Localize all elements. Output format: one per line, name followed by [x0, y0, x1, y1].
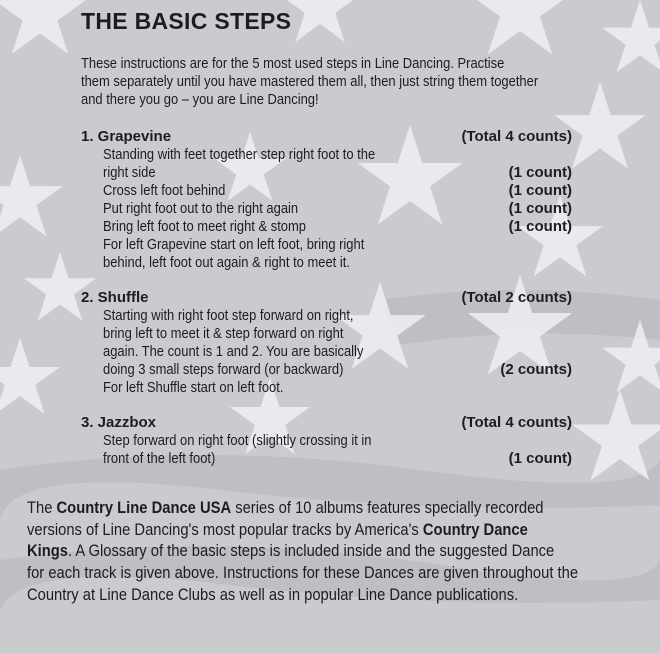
- step-line: For left Grapevine start on left foot, bring right: [103, 237, 365, 253]
- footer-line: for each track is given above. Instructions for these Dances are given throughout the: [27, 564, 579, 583]
- step-line: Put right foot out to the right again: [103, 201, 299, 217]
- count-label: (2 counts): [500, 361, 572, 378]
- step-line: Step forward on right foot (slightly crossing it in: [103, 433, 372, 449]
- footer-line: [27, 541, 578, 563]
- step-line: behind, left foot out again & right to meet it.: [103, 255, 350, 271]
- footer-line: [27, 498, 578, 520]
- series-name: Country Line Dance USA: [56, 499, 232, 517]
- step-title-jazzbox: 3. Jazzbox: [81, 414, 157, 431]
- step-body-jazzbox: [103, 432, 372, 468]
- step-total-shuffle: (Total 2 counts): [461, 289, 572, 306]
- step-total-grapevine: (Total 4 counts): [461, 128, 572, 145]
- intro-paragraph: [81, 55, 538, 109]
- intro-line: them separately until you have mastered them all, then just string them together: [81, 74, 539, 90]
- step-line: For left Shuffle start on left foot.: [103, 380, 284, 396]
- step-line: bring left to meet it & step forward on right: [103, 326, 344, 342]
- step-counts-grapevine: [509, 164, 572, 236]
- footer-line: [27, 520, 578, 542]
- intro-line: These instructions are for the 5 most used steps in Line Dancing. Practise: [81, 56, 505, 72]
- artist-name: Kings: [27, 542, 68, 561]
- step-line: Cross left foot behind: [103, 183, 226, 199]
- step-counts-jazzbox: [509, 450, 572, 468]
- step-line: Starting with right foot step forward on right,: [103, 308, 354, 324]
- count-label: (1 count): [508, 182, 572, 199]
- count-label: (1 count): [508, 164, 572, 181]
- album-description: [27, 498, 578, 607]
- step-counts-shuffle: [500, 361, 572, 379]
- footer-text: The: [27, 499, 57, 517]
- step-line: front of the left foot): [103, 451, 216, 467]
- step-body-shuffle: [103, 307, 363, 397]
- footer-text: versions of Line Dancing's most popular tracks by America's: [27, 520, 423, 539]
- step-line: right side: [103, 165, 156, 181]
- count-label: (1 count): [508, 200, 572, 217]
- step-line: again. The count is 1 and 2. You are basically: [103, 344, 364, 360]
- step-line: doing 3 small steps forward (or backward): [103, 362, 344, 378]
- step-title-grapevine: 1. Grapevine: [81, 128, 172, 145]
- step-title-shuffle: 2. Shuffle: [81, 289, 149, 306]
- count-label: (1 count): [508, 450, 572, 467]
- footer-line: Country at Line Dance Clubs as well as in popular Line Dance publications.: [27, 585, 519, 604]
- artist-name: Country Dance: [422, 520, 528, 539]
- footer-text: . A Glossary of the basic steps is included inside and the suggested Dance: [67, 542, 555, 561]
- intro-line: and there you go – you are Line Dancing!: [81, 92, 319, 108]
- page-title: THE BASIC STEPS: [81, 8, 292, 34]
- step-line: Bring left foot to meet right & stomp: [103, 219, 307, 235]
- footer-text: series of 10 albums features specially recorded: [231, 499, 544, 517]
- step-line: Standing with feet together step right foot to the: [103, 147, 376, 163]
- step-total-jazzbox: (Total 4 counts): [461, 414, 572, 431]
- step-body-grapevine: [103, 146, 375, 272]
- count-label: (1 count): [508, 218, 572, 235]
